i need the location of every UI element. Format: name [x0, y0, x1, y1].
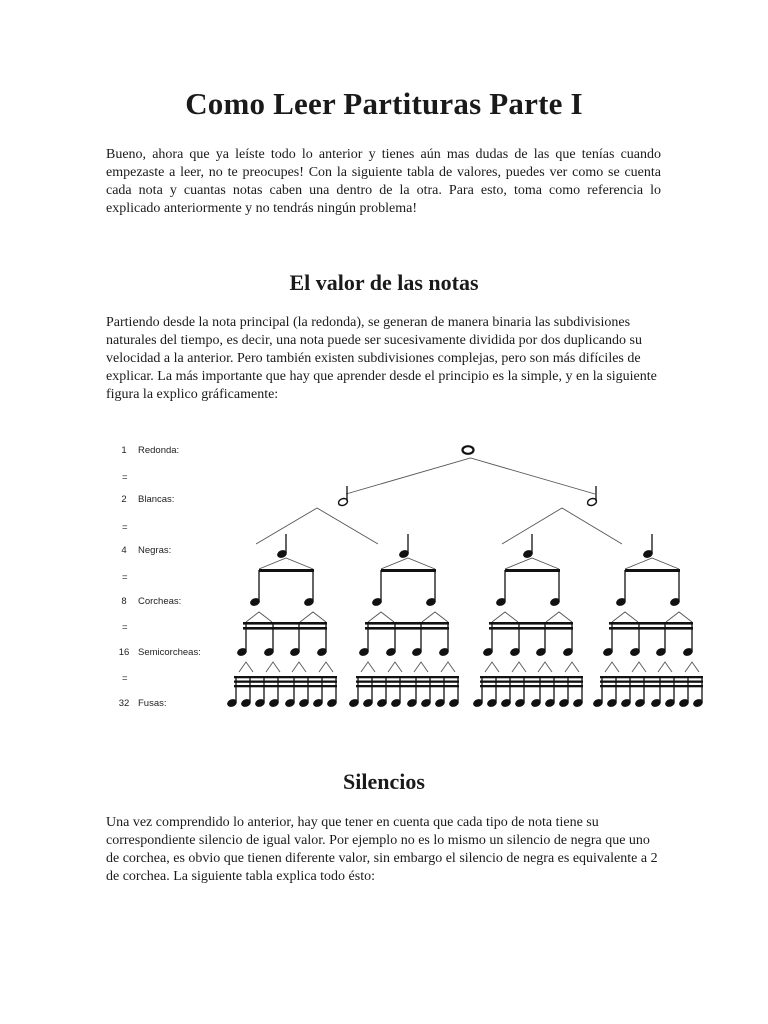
connector-semicorchea-fusas [485, 662, 499, 672]
connector-corchea-semicorcheas [246, 612, 272, 622]
connector-semicorchea-fusas [512, 662, 526, 672]
row-name: Blancas: [138, 494, 175, 505]
connector-negra-corcheas [381, 558, 435, 569]
semicorchea-beam [489, 627, 573, 630]
row-count: 16 [118, 647, 130, 658]
semicorchea-beam [243, 627, 327, 630]
semicorchea-beam [243, 622, 327, 625]
connector-semicorchea-fusas [292, 662, 306, 672]
connector-semicorchea-fusas [388, 662, 402, 672]
row-name: Negras: [138, 545, 172, 556]
semicorchea-beam [609, 627, 693, 630]
equals-sign: = [122, 472, 128, 483]
connector-semicorchea-fusas [414, 662, 428, 672]
row-name: Corcheas: [138, 596, 182, 607]
semicorchea-beam [365, 627, 449, 630]
row-count: 1 [121, 445, 127, 456]
row-count: 32 [118, 698, 130, 709]
row-name: Redonda: [138, 445, 180, 456]
section-heading-silencios: Silencios [343, 769, 425, 794]
connector-redonda-blancas [346, 458, 595, 494]
section-heading-valor: El valor de las notas [289, 270, 479, 295]
intro-paragraph: Bueno, ahora que ya leíste todo lo anterior y tienes aún mas dudas de las que tenías cuando empezaste a leer, no te preocupes! Con la siguiente tabla de valores, puedes ver como se cuenta cada nota y cuantas notas caben una dentro de la otra. Para esto, toma como referencia lo explicado anteriormente y no tendrás ningún problema! [106, 147, 661, 216]
row-name: Semicorcheas: [138, 647, 201, 658]
semicorchea-beam [609, 622, 693, 625]
connector-negra-corcheas [259, 558, 313, 569]
connector-negra-corcheas [625, 558, 679, 569]
connector-semicorchea-fusas [266, 662, 280, 672]
connector-semicorchea-fusas [565, 662, 579, 672]
page-title: Como Leer Partituras Parte I [185, 86, 583, 121]
equals-sign: = [122, 673, 128, 684]
connector-corchea-semicorcheas [546, 612, 572, 622]
connector-semicorchea-fusas [632, 662, 646, 672]
row-count: 8 [121, 596, 127, 607]
redonda-note [463, 446, 474, 454]
corchea-beam [259, 569, 314, 572]
equals-sign: = [122, 572, 128, 583]
connector-blanca-negras [502, 508, 622, 544]
equals-sign: = [122, 522, 128, 533]
semicorchea-beam [365, 622, 449, 625]
connector-semicorchea-fusas [605, 662, 619, 672]
connector-semicorchea-fusas [441, 662, 455, 672]
equals-sign: = [122, 622, 128, 633]
connector-semicorchea-fusas [239, 662, 253, 672]
note-values-figure [110, 436, 710, 716]
connector-corchea-semicorcheas [612, 612, 638, 622]
connector-corchea-semicorcheas [422, 612, 448, 622]
note-tree-diagram [110, 436, 710, 716]
valor-paragraph: Partiendo desde la nota principal (la redonda), se generan de manera binaria las subdivisiones naturales del tiempo, es decir, una nota puede ser sucesivamente dividida por dos duplicando su velocidad a la anterior. Pero también existen subdivisiones complejas, pero son más difíciles de explicar. La más importante que hay que aprender desde el principio es la simple, y en la siguiente figura la explico gráficamente: [106, 315, 657, 402]
connector-corchea-semicorcheas [666, 612, 692, 622]
connector-semicorchea-fusas [658, 662, 672, 672]
connector-semicorchea-fusas [319, 662, 333, 672]
row-count: 4 [121, 545, 127, 556]
corchea-beam [505, 569, 560, 572]
corchea-beam [625, 569, 680, 572]
connector-semicorchea-fusas [361, 662, 375, 672]
semicorchea-beam [489, 622, 573, 625]
silencios-paragraph: Una vez comprendido lo anterior, hay que tener en cuenta que cada tipo de nota tiene su correspondiente silencio de igual valor. Por ejemplo no es lo mismo un silencio de negra que uno de corchea, es obvio que tienen diferente valor, sin embargo el silencio de negra es equivalente a 2 de corchea. La siguiente tabla explica todo ésto: [106, 815, 658, 884]
connector-semicorchea-fusas [685, 662, 699, 672]
row-count: 2 [121, 494, 127, 505]
connector-semicorchea-fusas [538, 662, 552, 672]
row-name: Fusas: [138, 698, 167, 709]
connector-corchea-semicorcheas [368, 612, 394, 622]
connector-corchea-semicorcheas [492, 612, 518, 622]
corchea-beam [381, 569, 436, 572]
connector-blanca-negras [256, 508, 378, 544]
connector-corchea-semicorcheas [300, 612, 326, 622]
connector-negra-corcheas [505, 558, 559, 569]
